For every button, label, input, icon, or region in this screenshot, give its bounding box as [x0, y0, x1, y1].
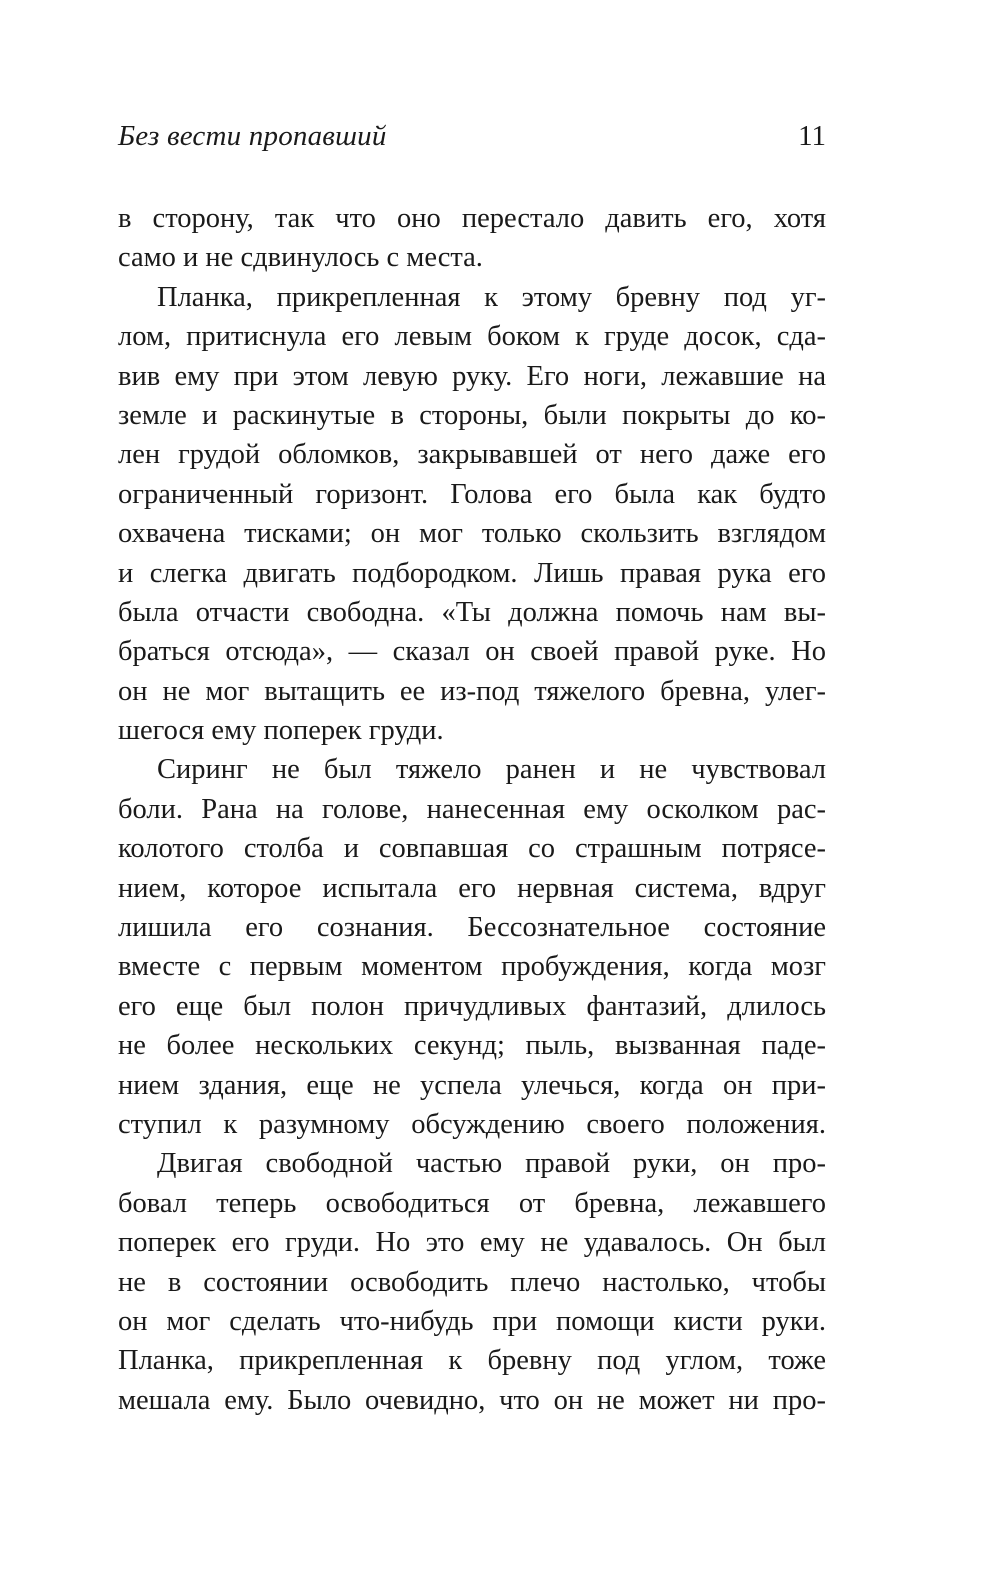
text-line: не более нескольких секунд; пыль, вызванная паде-	[118, 1030, 826, 1062]
text-line: он не мог вытащить ее из-под тяжелого бревна, улег-	[118, 675, 826, 707]
running-title: Без вести пропавший	[118, 120, 387, 152]
text-line: лом, притиснула его левым боком к груде досок, сда-	[118, 321, 826, 353]
text-line: мешала ему. Было очевидно, что он не может ни про-	[118, 1384, 826, 1416]
text-line: бовал теперь освободиться от бревна, лежавшего	[118, 1187, 826, 1219]
text-line: его еще был полон причудливых фантазий, длилось	[118, 990, 826, 1022]
text-line: Планка, прикрепленная к бревну под углом, тоже	[118, 1345, 826, 1377]
text-line: земле и раскинутые в стороны, были покрыты до ко-	[118, 399, 826, 431]
text-line: Планка, прикрепленная к этому бревну под уг-	[157, 281, 826, 313]
text-line: ограниченный горизонт. Голова его была как будто	[118, 478, 826, 510]
text-line: лен грудой обломков, закрывавшей от него даже его	[118, 439, 826, 471]
text-line: шегося ему поперек груди.	[118, 715, 444, 747]
text-line: нием здания, еще не успела улечься, когда он при-	[118, 1069, 826, 1101]
text-line: была отчасти свободна. «Ты должна помочь нам вы-	[118, 596, 826, 628]
text-line: он мог сделать что-нибудь при помощи кисти руки.	[118, 1305, 826, 1337]
text-line: ступил к разумному обсуждению своего положения.	[118, 1108, 826, 1140]
text-line: вместе с первым моментом пробуждения, когда мозг	[118, 951, 826, 983]
running-head	[118, 114, 826, 158]
text-line: и слегка двигать подбородком. Лишь правая рука его	[118, 557, 826, 589]
text-line: лишила его сознания. Бессознательное состояние	[118, 912, 826, 944]
text-line: Двигая свободной частью правой руки, он про-	[157, 1148, 826, 1180]
text-line: не в состоянии освободить плечо настолько, чтобы	[118, 1266, 826, 1298]
text-line: охвачена тисками; он мог только скользить взглядом	[118, 518, 826, 550]
text-line: браться отсюда», — сказал он своей правой руке. Но	[118, 636, 826, 668]
body-text	[118, 199, 826, 1420]
text-line: Сиринг не был тяжело ранен и не чувствовал	[157, 754, 826, 786]
text-line: боли. Рана на голове, нанесенная ему осколком рас-	[118, 793, 826, 825]
text-line: колотого столба и совпавшая со страшным потрясе-	[118, 833, 826, 865]
text-line: в сторону, так что оно перестало давить его, хотя	[118, 203, 826, 234]
text-line: само и не сдвинулось с места.	[118, 242, 483, 274]
text-line: поперек его груди. Но это ему не удавалось. Он был	[118, 1227, 826, 1259]
text-line: вив ему при этом левую руку. Его ноги, лежавшие на	[118, 360, 826, 392]
text-line: нием, которое испытала его нервная система, вдруг	[118, 872, 826, 904]
page-number: 11	[798, 120, 826, 152]
